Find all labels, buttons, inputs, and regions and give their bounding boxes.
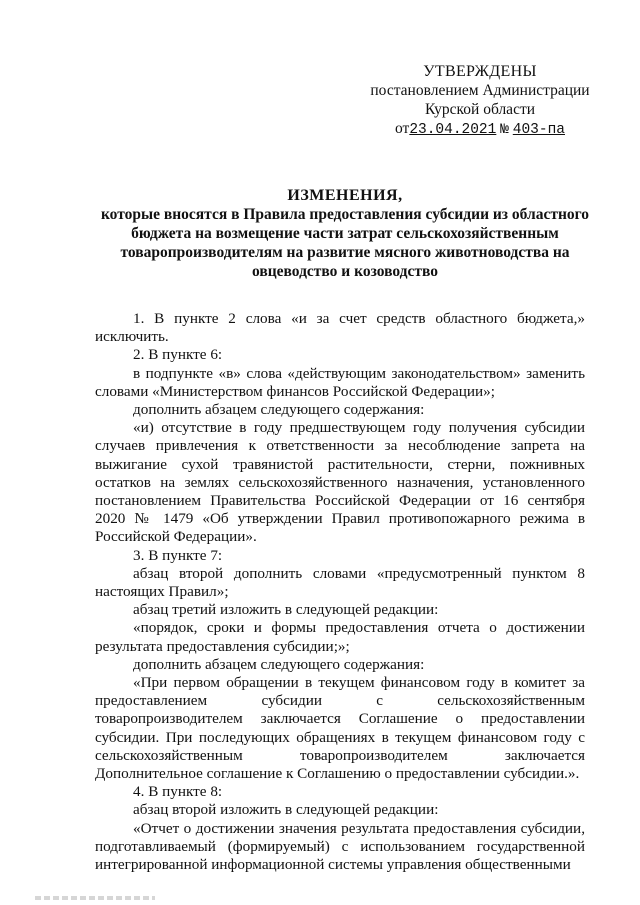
paragraph: «При первом обращении в текущем финансовом году в комитет за предоставлением субсидии с сельскохозяйственным товаропроизводителем заключается Соглашение о предоставлении субсидии. При последующих обращениях в текущем финансовом году с сельскохозяйственным товаропроизводителем заключается Дополнительное соглашение к Соглашению о предоставлении субсидии.». [95, 674, 585, 783]
approval-line-1: постановлением Администрации [370, 82, 590, 99]
title-line-4: овцеводство и козоводство [251, 263, 439, 280]
paragraph: 3. В пункте 7: [133, 546, 223, 564]
paragraph: «порядок, сроки и формы предоставления отчета о достижении результата предоставления субсидии;»; [95, 619, 585, 655]
approval-date: 23.04.2021 [409, 122, 497, 138]
paragraph: абзац второй дополнить словами «предусмотренный пунктом 8 настоящих Правил»; [95, 564, 585, 601]
paragraph: «и) отсутствие в году предшествующем году получения субсидии случаев привлечения к ответственности за несоблюдение запрета на выжигание сухой травянистой растительности, стерни, пожнивных остатков на землях сельскохозяйственного назначения, установленного постановлением Правительства Российской Федерации от 16 сентября 2020 № 1479 «Об утверждении Правил противопожарного режима в Российской Федерации». [95, 419, 585, 546]
approval-stamp [365, 62, 595, 140]
approval-heading: УТВЕРЖДЕНЫ [423, 63, 537, 80]
paragraph: 4. В пункте 8: [133, 783, 223, 801]
approval-date-line [365, 119, 595, 140]
paragraph: абзац третий изложить в следующей редакции: [133, 601, 439, 619]
document-title [95, 186, 595, 281]
number-prefix: № [500, 122, 509, 138]
approval-line-2: Курской области [424, 101, 536, 118]
paragraph: дополнить абзацем следующего содержания: [133, 401, 425, 419]
paragraph: абзац второй изложить в следующей редакции: [133, 801, 439, 819]
title-main: ИЗМЕНЕНИЯ, [287, 187, 403, 204]
title-line-2: бюджета на возмещение части затрат сельскохозяйственным [131, 225, 559, 242]
paragraph: 2. В пункте 6: [133, 346, 223, 364]
title-line-1: которые вносятся в Правила предоставления субсидии из областного [100, 206, 590, 223]
paragraph: 1. В пункте 2 слова «и за счет средств областного бюджета,» исключить. [95, 310, 585, 346]
date-prefix: от [394, 120, 410, 137]
paragraph: в подпункте «в» слова «действующим законодательством» заменить словами «Министерством финансов Российской Федерации»; [95, 364, 585, 400]
scan-artifact [35, 896, 155, 900]
paragraph: дополнить абзацем следующего содержания: [133, 655, 425, 673]
title-line-3: товаропроизводителям на развитие мясного животноводства на [120, 244, 570, 261]
approval-number: 403-па [512, 122, 565, 138]
document-body [95, 310, 585, 874]
paragraph: «Отчет о достижении значения результата предоставления субсидии, подготавливаемый (формируемый) с использованием государственной интегрированной информационной системы управления общественными [95, 819, 585, 874]
